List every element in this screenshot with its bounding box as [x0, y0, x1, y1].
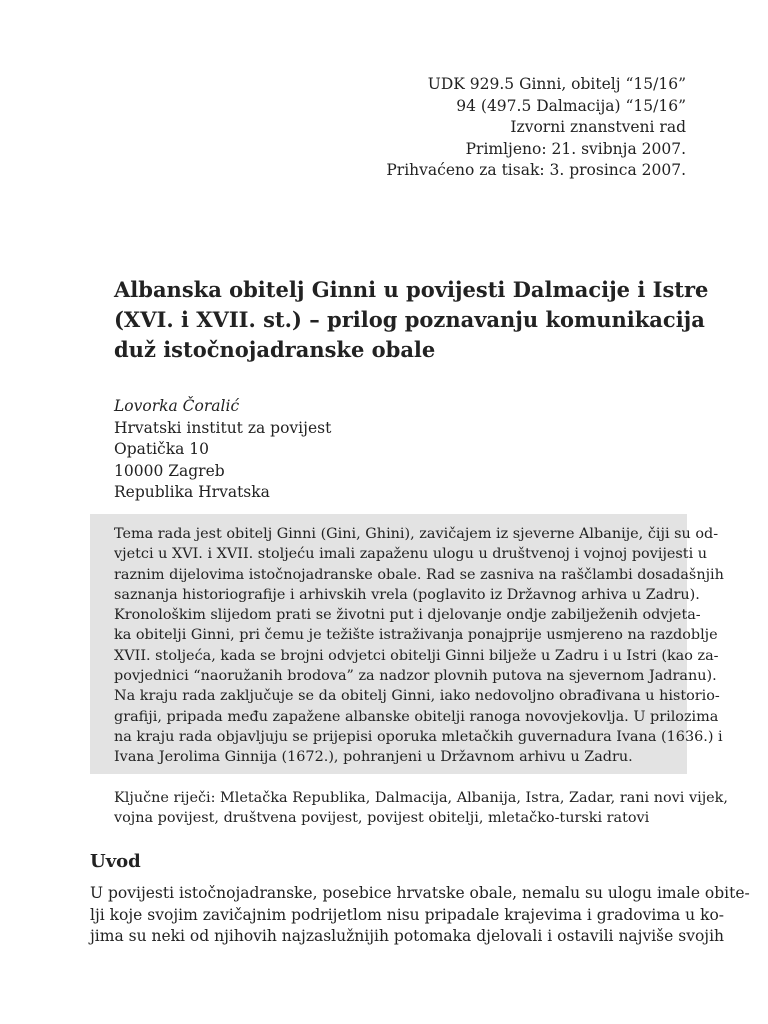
abstract-line: grafiji, pripada među zapažene albanske obitelji ranoga novovjekovlja. U prilozima: [114, 708, 719, 725]
title-line: (XVI. i XVII. st.) – prilog poznavanju komunikacija: [114, 307, 705, 332]
abstract-line: raznim dijelovima istočnojadranske obale. Rad se zasniva na raščlambi dosadašnjih: [114, 566, 724, 583]
article-metadata: [386, 74, 686, 182]
abstract-line: saznanja historiografije i arhivskih vrela (poglavito iz Državnog arhiva u Zadru).: [114, 586, 700, 603]
body-line: lji koje svojim zavičajnim podrijetlom nisu pripadale krajevima i gradovima u ko-: [90, 905, 725, 924]
keywords-line: vojna povijest, društvena povijest, povijest obitelji, mletačko-turski ratovi: [114, 810, 650, 827]
udk-line-2: 94 (497.5 Dalmacija) “15/16”: [456, 96, 686, 115]
author-city: 10000 Zagreb: [114, 461, 225, 480]
article-type: Izvorni znanstveni rad: [510, 118, 686, 136]
keywords-line: Ključne riječi: Mletačka Republika, Dalmacija, Albanija, Istra, Zadar, rani novi vijek,: [114, 790, 728, 806]
accepted-date: Prihvaćeno za tisak: 3. prosinca 2007.: [386, 161, 686, 179]
author-institution: Hrvatski institut za povijest: [114, 418, 332, 437]
abstract-line: na kraju rada objavljuju se prijepisi oporuka mletačkih guvernadura Ivana (1636.) i: [114, 728, 723, 745]
abstract-line: vjetci u XVI. i XVII. stoljeću imali zapaženu ulogu u društvenoj i vojnoj povijesti u: [114, 546, 708, 563]
abstract-line: Tema rada jest obitelj Ginni (Gini, Ghini), zavičajem iz sjeverne Albanije, čiji su od-: [114, 526, 719, 542]
title-line: duž istočnojadranske obale: [114, 337, 436, 362]
body-line: jima su neki od njihovih najzaslužnijih potomaka djelovali i ostavili najviše svojih: [90, 927, 725, 945]
section-heading: Uvod: [90, 851, 141, 872]
body-line: U povijesti istočnojadranske, posebice hrvatske obale, nemalu su ulogu imale obite-: [90, 884, 750, 902]
body-paragraph: [90, 883, 750, 948]
received-date: Primljeno: 21. svibnja 2007.: [465, 139, 686, 158]
author-country: Republika Hrvatska: [114, 483, 270, 501]
abstract-line: Na kraju rada zaključuje se da obitelj Ginni, iako nedovoljno obrađivana u historio-: [114, 688, 720, 705]
abstract-line: XVII. stoljeća, kada se brojni odvjetci obitelji Ginni bilježe u Zadru i u Istri (kao za-: [114, 647, 719, 664]
article-title: [114, 275, 709, 365]
abstract-line: Kronološkim slijedom prati se životni put i djelovanje ondje zabilježenih odvjeta-: [114, 607, 701, 624]
udk-line-1: UDK 929.5 Ginni, obitelj “15/16”: [427, 75, 686, 93]
abstract-box: [90, 514, 724, 774]
author-name: Lovorka Čoralić: [114, 397, 240, 415]
author-block: [114, 396, 331, 504]
abstract-line: ka obitelji Ginni, pri čemu je težište istraživanja ponajprije usmjereno na razdoblje: [114, 627, 718, 644]
title-line: Albanska obitelj Ginni u povijesti Dalmacije i Istre: [114, 277, 709, 302]
abstract-line: povjednici “naoružanih brodova” za nadzor plovnih putova na sjevernom Jadranu).: [114, 668, 717, 685]
author-street: Opatička 10: [114, 440, 210, 458]
abstract-line: Ivana Jerolima Ginnija (1672.), pohranjeni u Državnom arhivu u Zadru.: [114, 749, 633, 766]
keywords: [114, 788, 728, 829]
